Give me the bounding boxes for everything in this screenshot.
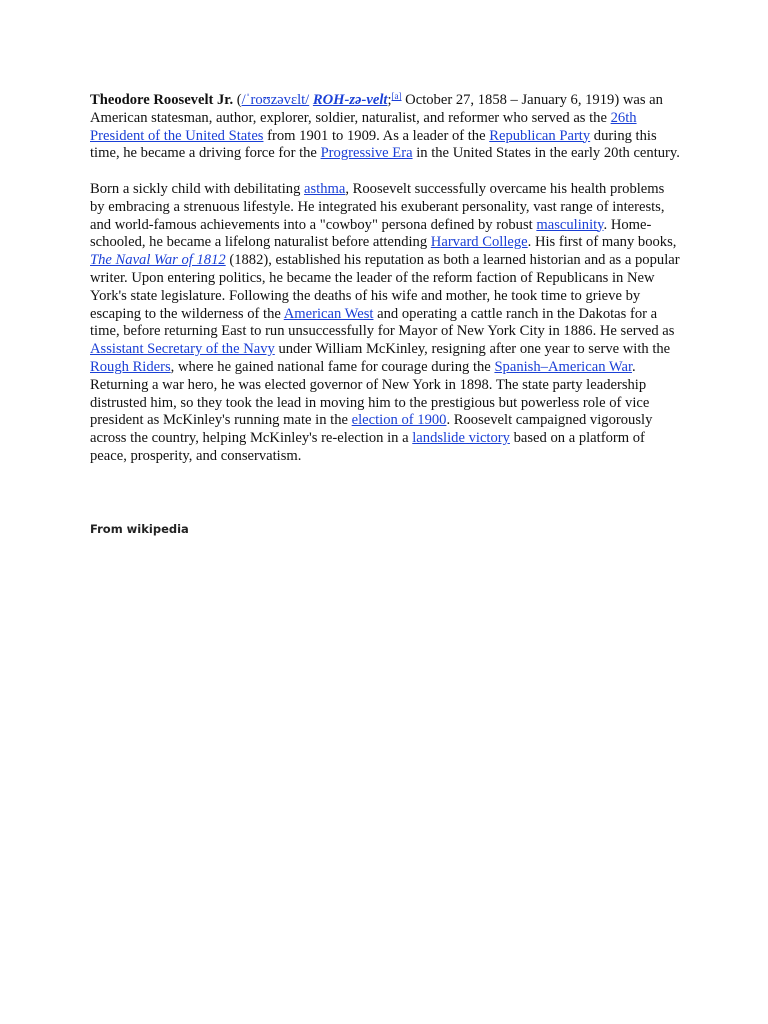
intro-text: during this time, he became a driving force for the [90,127,657,162]
link-asthma[interactable]: asthma [304,180,346,197]
intro-text: in the United States in the early 20th century. [412,145,680,162]
body-text: . Roosevelt campaigned vigorously across the country, helping McKinley's re-election in a [90,412,653,447]
article-content [90,92,680,484]
body-text: . Returning a war hero, he was elected governor of New York in 1898. The state party leadership distrusted him, so they took the lead in moving him to the prestigious but powerless role of vice president as McKinley's running mate in the [90,358,650,429]
link-spanish-american-war[interactable]: Spanish–American War [494,358,633,375]
pronunciation-link[interactable]: ROH-zə-velt [312,92,388,108]
link-election-of-1900[interactable]: election of 1900 [351,412,447,429]
link-naval-war-book[interactable]: The Naval War of 1812 [90,252,226,269]
subject-name: Theodore Roosevelt Jr. [90,92,234,108]
link-assistant-secretary-navy[interactable]: Assistant Secretary of the Navy [90,341,275,358]
source-attribution: From wikipedia [90,522,189,536]
body-paragraph [90,181,680,466]
body-text: based on a platform of peace, prosperity, and conservatism. [90,430,645,464]
intro-paragraph: Theodore Roosevelt Jr. (/ˈroʊzəvɛlt/ ROH-zə-velt;[a] October 27, 1858 – January 6, 1919) was an American statesman, author, explorer, soldier, naturalist, and reformer who served as the 26th President of the United States from 1901 to 1909. As a leader of the Republican Party during this time, he became a driving force for the Progressive Era in the United States in the early 20th century. [90,91,680,162]
link-landslide-victory[interactable]: landslide victory [412,430,510,447]
note-reference-link[interactable]: [a] [391,91,402,101]
link-harvard-college[interactable]: Harvard College [430,234,528,251]
body-text: . Home-schooled, he became a lifelong naturalist before attending [90,216,652,251]
intro-text: ( [233,92,242,108]
link-republican-party[interactable]: Republican Party [489,127,591,144]
body-text: . His first of many books, [527,234,677,251]
link-masculinity[interactable]: masculinity [536,216,604,233]
intro-text: from 1901 to 1909. As a leader of the [263,127,490,144]
body-text: , where he gained national fame for courage during the [170,358,495,375]
body-text: , Roosevelt successfully overcame his health problems by embracing a strenuous lifestyle. He integrated his exuberant personality, vast range of interests, and world-famous achievements into a "cowboy" persona defined by robust [90,180,665,233]
ipa-link[interactable]: /ˈroʊzəvɛlt/ [241,92,310,108]
body-text: under William McKinley, resigning after one year to serve with the [274,341,671,358]
body-text: Born a sickly child with debilitating [90,180,305,197]
link-american-west[interactable]: American West [283,305,374,322]
body-text: (1882), established his reputation as both a learned historian and as a popular writer. Upon entering politics, he became the leader of the reform faction of Republicans in New York's state legislature. Following the deaths of his wife and mother, he took time to grieve by escaping to the wilderness of the [90,252,680,322]
link-rough-riders[interactable]: Rough Riders [90,358,171,375]
link-26th-president[interactable]: 26th President of the United States [90,109,637,144]
intro-text: October 27, 1858 – January 6, 1919) was an American statesman, author, explorer, soldier, naturalist, and reformer who served as the [90,92,663,126]
body-text: and operating a cattle ranch in the Dakotas for a time, before returning East to run unsuccessfully for Mayor of New York City in 1886. He served as [90,305,675,340]
link-progressive-era[interactable]: Progressive Era [320,145,413,162]
